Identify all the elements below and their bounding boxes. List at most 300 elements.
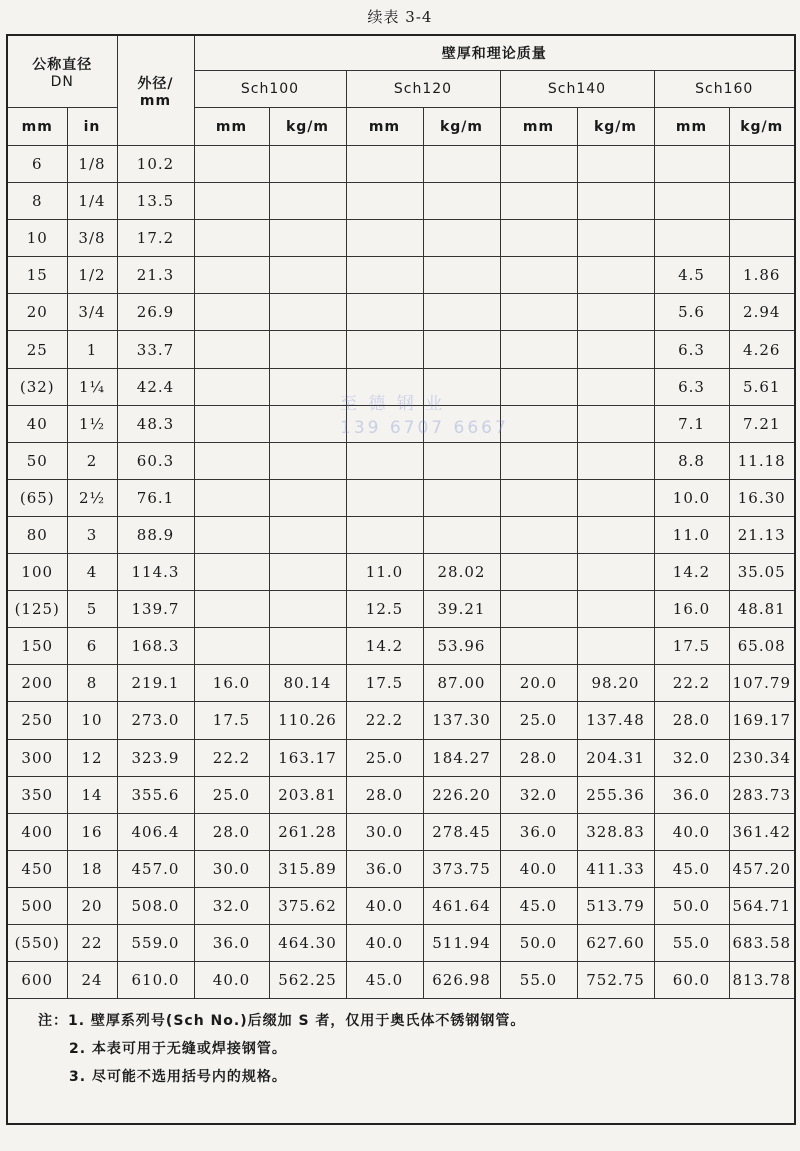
- cell-sch140-wall: 45.0: [500, 887, 577, 924]
- cell-outer-diameter: 114.3: [117, 554, 194, 591]
- sch120-mass-unit: kg/m: [423, 108, 500, 146]
- table-row: [7, 294, 795, 331]
- cell-sch160-wall: [654, 183, 729, 220]
- dn-label: DN: [50, 73, 74, 90]
- cell-sch100-mass: 261.28: [269, 813, 346, 850]
- cell-sch140-mass: [577, 257, 654, 294]
- cell-sch120-mass: 87.00: [423, 665, 500, 702]
- cell-dn-in: 24: [67, 962, 117, 999]
- table-row: [7, 405, 795, 442]
- cell-sch160-wall: 16.0: [654, 591, 729, 628]
- cell-sch160-wall: [654, 220, 729, 257]
- unit-mm-header: mm: [7, 108, 67, 146]
- cell-sch100-mass: [269, 368, 346, 405]
- sch140-wall-unit: mm: [500, 108, 577, 146]
- cell-dn-in: 18: [67, 850, 117, 887]
- cell-sch120-mass: [423, 405, 500, 442]
- cell-dn-mm: 350: [7, 776, 67, 813]
- cell-dn-in: 8: [67, 665, 117, 702]
- cell-sch120-mass: [423, 220, 500, 257]
- cell-sch160-mass: 35.05: [729, 554, 795, 591]
- cell-sch120-wall: [346, 368, 423, 405]
- cell-outer-diameter: 323.9: [117, 739, 194, 776]
- watermark-company: 至 德 钢 业: [340, 394, 446, 414]
- table-row: [7, 442, 795, 479]
- cell-sch140-mass: 328.83: [577, 813, 654, 850]
- cell-outer-diameter: 17.2: [117, 220, 194, 257]
- cell-sch160-wall: 8.8: [654, 442, 729, 479]
- table-row: [7, 776, 795, 813]
- cell-sch140-wall: [500, 591, 577, 628]
- nominal-diameter-header: [7, 35, 117, 108]
- cell-sch100-wall: [194, 405, 269, 442]
- cell-sch100-wall: [194, 479, 269, 516]
- cell-sch160-wall: 14.2: [654, 554, 729, 591]
- cell-sch140-mass: [577, 516, 654, 553]
- table-row: [7, 220, 795, 257]
- schedule-header-sch100: Sch100: [194, 71, 346, 108]
- cell-sch100-mass: 562.25: [269, 962, 346, 999]
- cell-sch160-mass: 16.30: [729, 479, 795, 516]
- cell-sch100-mass: [269, 220, 346, 257]
- nominal-diameter-label: 公称直径: [32, 56, 93, 73]
- cell-sch120-wall: [346, 405, 423, 442]
- table-row: [7, 331, 795, 368]
- cell-outer-diameter: 13.5: [117, 183, 194, 220]
- cell-sch140-mass: 204.31: [577, 739, 654, 776]
- cell-sch160-wall: 7.1: [654, 405, 729, 442]
- schedule-header-sch140: Sch140: [500, 71, 654, 108]
- cell-sch160-mass: 11.18: [729, 442, 795, 479]
- cell-outer-diameter: 355.6: [117, 776, 194, 813]
- cell-sch140-mass: [577, 368, 654, 405]
- outer-diameter-label: 外径/: [137, 75, 174, 92]
- cell-sch120-wall: 28.0: [346, 776, 423, 813]
- cell-sch160-mass: 169.17: [729, 702, 795, 739]
- cell-sch160-mass: 564.71: [729, 887, 795, 924]
- cell-sch100-mass: 163.17: [269, 739, 346, 776]
- cell-dn-mm: 10: [7, 220, 67, 257]
- cell-sch120-mass: 28.02: [423, 554, 500, 591]
- cell-dn-in: 3/4: [67, 294, 117, 331]
- cell-sch160-mass: 4.26: [729, 331, 795, 368]
- cell-sch160-wall: 5.6: [654, 294, 729, 331]
- cell-dn-in: 2½: [67, 479, 117, 516]
- cell-dn-in: 1/2: [67, 257, 117, 294]
- cell-sch160-mass: [729, 220, 795, 257]
- sch160-mass-unit: kg/m: [729, 108, 795, 146]
- cell-sch120-mass: [423, 183, 500, 220]
- cell-sch160-mass: [729, 146, 795, 183]
- cell-sch100-mass: [269, 405, 346, 442]
- cell-dn-in: 1/8: [67, 146, 117, 183]
- cell-dn-in: 3/8: [67, 220, 117, 257]
- cell-sch140-mass: [577, 591, 654, 628]
- cell-dn-mm: 100: [7, 554, 67, 591]
- cell-sch160-mass: 457.20: [729, 850, 795, 887]
- cell-sch100-mass: [269, 257, 346, 294]
- sch100-mass-unit: kg/m: [269, 108, 346, 146]
- cell-sch120-wall: [346, 257, 423, 294]
- cell-sch100-mass: [269, 628, 346, 665]
- cell-sch140-wall: 32.0: [500, 776, 577, 813]
- cell-sch120-wall: 22.2: [346, 702, 423, 739]
- cell-sch140-wall: 40.0: [500, 850, 577, 887]
- cell-dn-in: 4: [67, 554, 117, 591]
- cell-dn-mm: 15: [7, 257, 67, 294]
- cell-sch140-wall: [500, 220, 577, 257]
- cell-sch160-mass: 65.08: [729, 628, 795, 665]
- cell-dn-mm: (65): [7, 479, 67, 516]
- cell-sch140-mass: [577, 331, 654, 368]
- cell-dn-mm: 25: [7, 331, 67, 368]
- pipe-data-table: [6, 34, 796, 1125]
- cell-sch120-mass: 137.30: [423, 702, 500, 739]
- cell-sch120-mass: [423, 479, 500, 516]
- cell-sch160-mass: 7.21: [729, 405, 795, 442]
- cell-sch140-mass: [577, 146, 654, 183]
- table-row: [7, 368, 795, 405]
- table-row: [7, 665, 795, 702]
- table-row: [7, 516, 795, 553]
- cell-sch120-wall: 12.5: [346, 591, 423, 628]
- cell-sch140-wall: 55.0: [500, 962, 577, 999]
- wall-thickness-group-header: 壁厚和理论质量: [194, 35, 795, 71]
- cell-sch140-mass: [577, 183, 654, 220]
- note-1: 注：1. 壁厚系列号(Sch No.)后缀加 S 者，仅用于奥氏体不锈钢钢管。: [38, 1013, 526, 1030]
- cell-outer-diameter: 88.9: [117, 516, 194, 553]
- table-row: [7, 479, 795, 516]
- cell-outer-diameter: 10.2: [117, 146, 194, 183]
- cell-sch160-wall: 55.0: [654, 924, 729, 961]
- cell-dn-mm: (550): [7, 924, 67, 961]
- cell-sch160-wall: [654, 146, 729, 183]
- cell-sch120-mass: 226.20: [423, 776, 500, 813]
- cell-dn-mm: 250: [7, 702, 67, 739]
- cell-dn-in: 1/4: [67, 183, 117, 220]
- cell-sch140-wall: 25.0: [500, 702, 577, 739]
- cell-dn-mm: 400: [7, 813, 67, 850]
- cell-sch100-wall: 36.0: [194, 924, 269, 961]
- schedule-header-sch160: Sch160: [654, 71, 795, 108]
- watermark-phone: 139 6707 6667: [340, 418, 509, 438]
- cell-sch140-wall: [500, 146, 577, 183]
- cell-sch140-mass: 627.60: [577, 924, 654, 961]
- cell-sch120-wall: [346, 183, 423, 220]
- cell-dn-mm: 8: [7, 183, 67, 220]
- cell-sch120-mass: 626.98: [423, 962, 500, 999]
- cell-sch100-mass: [269, 479, 346, 516]
- cell-dn-in: 1¼: [67, 368, 117, 405]
- cell-sch100-mass: 203.81: [269, 776, 346, 813]
- cell-sch120-mass: 511.94: [423, 924, 500, 961]
- cell-dn-in: 5: [67, 591, 117, 628]
- cell-outer-diameter: 48.3: [117, 405, 194, 442]
- cell-sch160-mass: 48.81: [729, 591, 795, 628]
- cell-sch100-wall: 30.0: [194, 850, 269, 887]
- cell-sch100-wall: [194, 257, 269, 294]
- cell-sch140-wall: [500, 257, 577, 294]
- cell-sch120-wall: 14.2: [346, 628, 423, 665]
- cell-sch120-mass: [423, 516, 500, 553]
- cell-sch100-wall: 22.2: [194, 739, 269, 776]
- cell-outer-diameter: 33.7: [117, 331, 194, 368]
- cell-dn-in: 6: [67, 628, 117, 665]
- cell-sch100-mass: [269, 331, 346, 368]
- cell-sch120-wall: 40.0: [346, 887, 423, 924]
- cell-sch100-mass: [269, 183, 346, 220]
- schedule-header-sch120: Sch120: [346, 71, 500, 108]
- cell-sch160-wall: 11.0: [654, 516, 729, 553]
- cell-dn-in: 10: [67, 702, 117, 739]
- cell-sch120-mass: 53.96: [423, 628, 500, 665]
- cell-sch160-wall: 32.0: [654, 739, 729, 776]
- cell-dn-in: 16: [67, 813, 117, 850]
- table-row: [7, 183, 795, 220]
- cell-sch140-mass: 411.33: [577, 850, 654, 887]
- cell-sch160-wall: 36.0: [654, 776, 729, 813]
- cell-dn-in: 1½: [67, 405, 117, 442]
- cell-sch160-wall: 22.2: [654, 665, 729, 702]
- cell-sch160-mass: 683.58: [729, 924, 795, 961]
- note-2: 2. 本表可用于无缝或焊接钢管。: [69, 1041, 287, 1058]
- cell-sch120-wall: [346, 331, 423, 368]
- sch160-wall-unit: mm: [654, 108, 729, 146]
- cell-sch160-wall: 4.5: [654, 257, 729, 294]
- cell-outer-diameter: 168.3: [117, 628, 194, 665]
- outer-diameter-unit: mm: [139, 92, 172, 109]
- cell-sch120-wall: 17.5: [346, 665, 423, 702]
- cell-sch100-wall: [194, 591, 269, 628]
- note-3: 3. 尽可能不选用括号内的规格。: [69, 1069, 287, 1086]
- cell-outer-diameter: 219.1: [117, 665, 194, 702]
- cell-sch100-wall: 40.0: [194, 962, 269, 999]
- cell-sch120-wall: 45.0: [346, 962, 423, 999]
- cell-sch120-mass: 278.45: [423, 813, 500, 850]
- cell-outer-diameter: 60.3: [117, 442, 194, 479]
- table-row: [7, 554, 795, 591]
- cell-dn-mm: (32): [7, 368, 67, 405]
- cell-sch120-wall: [346, 516, 423, 553]
- cell-sch140-wall: [500, 368, 577, 405]
- cell-sch160-wall: 50.0: [654, 887, 729, 924]
- cell-sch140-wall: [500, 628, 577, 665]
- cell-sch120-mass: 184.27: [423, 739, 500, 776]
- sch100-wall-unit: mm: [194, 108, 269, 146]
- cell-sch160-wall: 10.0: [654, 479, 729, 516]
- cell-sch100-wall: 32.0: [194, 887, 269, 924]
- cell-sch160-mass: 5.61: [729, 368, 795, 405]
- cell-sch160-wall: 45.0: [654, 850, 729, 887]
- table-row: [7, 813, 795, 850]
- cell-sch100-wall: [194, 146, 269, 183]
- cell-sch140-wall: [500, 479, 577, 516]
- cell-sch100-wall: [194, 368, 269, 405]
- cell-outer-diameter: 76.1: [117, 479, 194, 516]
- cell-sch120-mass: [423, 257, 500, 294]
- cell-dn-mm: 600: [7, 962, 67, 999]
- cell-outer-diameter: 406.4: [117, 813, 194, 850]
- table-notes: [7, 999, 795, 1125]
- cell-sch100-wall: [194, 516, 269, 553]
- table-row: [7, 257, 795, 294]
- cell-sch100-wall: 17.5: [194, 702, 269, 739]
- cell-sch160-mass: 1.86: [729, 257, 795, 294]
- cell-sch100-wall: [194, 183, 269, 220]
- table-row: [7, 628, 795, 665]
- cell-sch120-wall: 11.0: [346, 554, 423, 591]
- cell-sch120-mass: [423, 368, 500, 405]
- cell-dn-mm: (125): [7, 591, 67, 628]
- cell-sch160-mass: 107.79: [729, 665, 795, 702]
- cell-sch160-mass: 2.94: [729, 294, 795, 331]
- cell-sch160-mass: 361.42: [729, 813, 795, 850]
- cell-outer-diameter: 559.0: [117, 924, 194, 961]
- cell-dn-mm: 50: [7, 442, 67, 479]
- cell-sch140-wall: [500, 516, 577, 553]
- cell-sch140-mass: 98.20: [577, 665, 654, 702]
- cell-sch140-wall: [500, 442, 577, 479]
- table-row: [7, 702, 795, 739]
- table-row: [7, 591, 795, 628]
- cell-sch100-mass: [269, 146, 346, 183]
- cell-sch140-mass: [577, 405, 654, 442]
- cell-sch160-mass: 283.73: [729, 776, 795, 813]
- cell-sch140-wall: 20.0: [500, 665, 577, 702]
- cell-dn-mm: 300: [7, 739, 67, 776]
- cell-dn-in: 12: [67, 739, 117, 776]
- unit-in-header: in: [67, 108, 117, 146]
- cell-outer-diameter: 610.0: [117, 962, 194, 999]
- cell-sch100-wall: [194, 628, 269, 665]
- cell-sch160-wall: 40.0: [654, 813, 729, 850]
- cell-sch120-wall: [346, 479, 423, 516]
- cell-sch100-mass: 80.14: [269, 665, 346, 702]
- cell-dn-mm: 150: [7, 628, 67, 665]
- cell-sch100-wall: [194, 442, 269, 479]
- cell-sch140-wall: 36.0: [500, 813, 577, 850]
- cell-sch140-mass: [577, 479, 654, 516]
- cell-sch120-mass: 461.64: [423, 887, 500, 924]
- cell-sch120-wall: [346, 294, 423, 331]
- cell-sch140-mass: 137.48: [577, 702, 654, 739]
- cell-sch120-wall: 30.0: [346, 813, 423, 850]
- cell-sch120-wall: [346, 146, 423, 183]
- cell-sch120-wall: 36.0: [346, 850, 423, 887]
- cell-dn-mm: 80: [7, 516, 67, 553]
- cell-sch100-mass: 315.89: [269, 850, 346, 887]
- cell-sch140-mass: 752.75: [577, 962, 654, 999]
- cell-outer-diameter: 273.0: [117, 702, 194, 739]
- table-row: [7, 924, 795, 961]
- cell-sch100-wall: 25.0: [194, 776, 269, 813]
- cell-sch100-mass: 110.26: [269, 702, 346, 739]
- cell-sch120-wall: [346, 220, 423, 257]
- table-row: [7, 146, 795, 183]
- cell-sch120-mass: [423, 146, 500, 183]
- cell-sch140-mass: [577, 554, 654, 591]
- cell-sch100-wall: 16.0: [194, 665, 269, 702]
- cell-sch100-mass: [269, 442, 346, 479]
- cell-dn-in: 1: [67, 331, 117, 368]
- cell-dn-mm: 20: [7, 294, 67, 331]
- cell-sch140-wall: [500, 294, 577, 331]
- table-row: [7, 850, 795, 887]
- cell-sch140-mass: [577, 294, 654, 331]
- cell-dn-mm: 450: [7, 850, 67, 887]
- cell-sch160-wall: 60.0: [654, 962, 729, 999]
- cell-sch160-mass: 21.13: [729, 516, 795, 553]
- cell-sch160-mass: 230.34: [729, 739, 795, 776]
- cell-sch160-wall: 28.0: [654, 702, 729, 739]
- cell-sch120-mass: 373.75: [423, 850, 500, 887]
- table-row: [7, 887, 795, 924]
- cell-sch100-wall: [194, 331, 269, 368]
- cell-sch140-mass: [577, 628, 654, 665]
- cell-sch160-mass: 813.78: [729, 962, 795, 999]
- cell-sch160-wall: 6.3: [654, 331, 729, 368]
- cell-outer-diameter: 457.0: [117, 850, 194, 887]
- cell-sch140-wall: [500, 331, 577, 368]
- cell-sch100-wall: [194, 294, 269, 331]
- cell-sch120-mass: [423, 442, 500, 479]
- cell-dn-mm: 6: [7, 146, 67, 183]
- outer-diameter-header: [117, 35, 194, 146]
- sch140-mass-unit: kg/m: [577, 108, 654, 146]
- cell-outer-diameter: 21.3: [117, 257, 194, 294]
- cell-sch100-mass: 375.62: [269, 887, 346, 924]
- cell-sch100-mass: [269, 294, 346, 331]
- cell-dn-in: 22: [67, 924, 117, 961]
- cell-outer-diameter: 139.7: [117, 591, 194, 628]
- cell-sch120-wall: 25.0: [346, 739, 423, 776]
- cell-sch140-wall: 28.0: [500, 739, 577, 776]
- cell-sch120-mass: [423, 331, 500, 368]
- cell-outer-diameter: 508.0: [117, 887, 194, 924]
- table-row: [7, 739, 795, 776]
- cell-sch100-mass: [269, 591, 346, 628]
- cell-sch140-wall: [500, 183, 577, 220]
- cell-sch120-mass: [423, 294, 500, 331]
- table-caption: 续表 3-4: [367, 8, 433, 26]
- cell-sch140-mass: [577, 220, 654, 257]
- cell-sch140-wall: [500, 405, 577, 442]
- cell-sch100-wall: [194, 220, 269, 257]
- cell-sch160-wall: 17.5: [654, 628, 729, 665]
- cell-sch120-wall: [346, 442, 423, 479]
- cell-dn-in: 20: [67, 887, 117, 924]
- cell-dn-in: 3: [67, 516, 117, 553]
- cell-sch140-mass: 513.79: [577, 887, 654, 924]
- cell-sch160-wall: 6.3: [654, 368, 729, 405]
- cell-sch140-wall: 50.0: [500, 924, 577, 961]
- cell-sch140-mass: 255.36: [577, 776, 654, 813]
- cell-dn-mm: 40: [7, 405, 67, 442]
- cell-sch160-mass: [729, 183, 795, 220]
- cell-sch140-wall: [500, 554, 577, 591]
- cell-sch140-mass: [577, 442, 654, 479]
- table-row: [7, 962, 795, 999]
- cell-dn-mm: 500: [7, 887, 67, 924]
- cell-dn-in: 2: [67, 442, 117, 479]
- cell-sch100-mass: [269, 516, 346, 553]
- cell-outer-diameter: 26.9: [117, 294, 194, 331]
- cell-sch120-mass: 39.21: [423, 591, 500, 628]
- cell-sch100-wall: 28.0: [194, 813, 269, 850]
- cell-dn-in: 14: [67, 776, 117, 813]
- cell-sch100-mass: 464.30: [269, 924, 346, 961]
- cell-outer-diameter: 42.4: [117, 368, 194, 405]
